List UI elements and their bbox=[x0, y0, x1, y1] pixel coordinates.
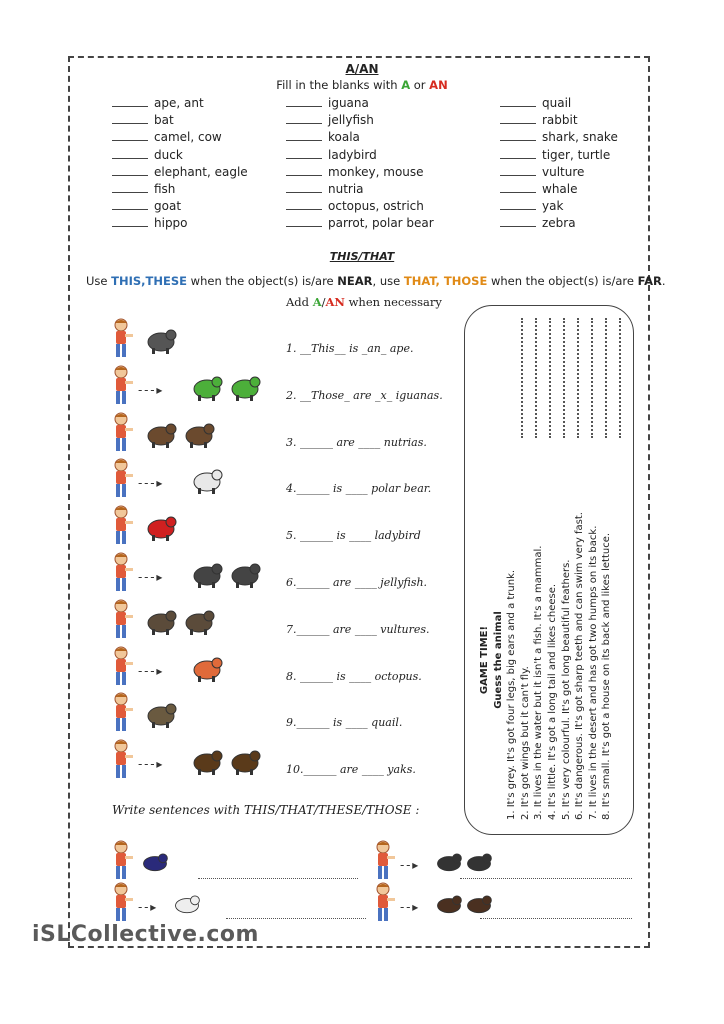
jellyfish-icon bbox=[190, 556, 224, 590]
aan-word-item bbox=[286, 130, 360, 144]
aan-instruction-an: AN bbox=[429, 78, 448, 92]
answer-line bbox=[619, 318, 621, 438]
boy-pointing-icon bbox=[112, 646, 134, 688]
boy-pointing-icon bbox=[112, 365, 134, 407]
exercise-sentence[interactable]: 1. __This__ is _an_ ape. bbox=[286, 342, 414, 355]
answer-line[interactable] bbox=[460, 878, 632, 879]
game-clues bbox=[478, 300, 614, 820]
aan-word-item bbox=[500, 148, 610, 162]
aan-word-item bbox=[112, 199, 181, 213]
answer-blank[interactable] bbox=[500, 113, 536, 124]
dashed-arrow-icon: - - - ▸ bbox=[138, 663, 162, 678]
aan-word-item bbox=[112, 216, 188, 230]
boy-pointing-icon bbox=[112, 412, 134, 454]
boy-pointing-icon bbox=[112, 692, 134, 734]
exercise-sentence[interactable]: 10.______ are ____ yaks. bbox=[286, 763, 416, 777]
rule-text: Use bbox=[86, 274, 112, 288]
answer-blank[interactable] bbox=[286, 165, 322, 176]
aan-word-label: duck bbox=[154, 147, 183, 162]
jellyfish-icon bbox=[228, 556, 262, 590]
aan-word-item bbox=[286, 148, 377, 162]
vulture-icon bbox=[182, 603, 216, 637]
aan-word-item bbox=[500, 216, 576, 230]
rat-icon bbox=[182, 416, 216, 450]
boy-pointing-icon bbox=[112, 599, 134, 641]
aan-word-label: shark, snake bbox=[542, 130, 618, 145]
answer-blank[interactable] bbox=[112, 165, 148, 176]
dashed-arrow-icon: - - - ▸ bbox=[138, 757, 162, 772]
ant-icon bbox=[434, 846, 464, 876]
exercise-illustration bbox=[110, 739, 280, 783]
this-that-rule bbox=[86, 274, 666, 288]
rule-this: THIS,THESE bbox=[111, 274, 188, 288]
bear-icon bbox=[190, 462, 224, 496]
aan-instruction-or: or bbox=[410, 78, 430, 92]
exercise-illustration bbox=[110, 412, 280, 456]
dashed-arrow-icon: - - - ▸ bbox=[138, 570, 162, 584]
exercise-sentence[interactable]: 7.______ are ____ vultures. bbox=[286, 622, 430, 636]
aan-word-item bbox=[500, 165, 584, 179]
aan-word-item bbox=[112, 96, 204, 110]
answer-blank[interactable] bbox=[500, 96, 536, 107]
vulture-icon bbox=[144, 603, 178, 637]
rat-icon bbox=[144, 416, 178, 450]
aan-word-label: yak bbox=[542, 199, 564, 214]
answer-blank[interactable] bbox=[112, 130, 148, 141]
yak-icon bbox=[190, 743, 224, 777]
answer-line[interactable] bbox=[226, 918, 366, 919]
aan-word-label: nutria bbox=[328, 182, 364, 196]
aan-word-label: tiger, turtle bbox=[542, 147, 611, 162]
aan-word-item bbox=[500, 96, 571, 110]
game-subtitle: Guess the animal bbox=[492, 611, 504, 709]
yak-icon bbox=[228, 743, 262, 777]
aan-word-item bbox=[286, 199, 424, 213]
eagle-icon bbox=[434, 888, 464, 918]
aan-word-label: bat bbox=[154, 113, 174, 128]
answer-blank[interactable] bbox=[286, 216, 322, 227]
answer-blank[interactable] bbox=[112, 199, 148, 210]
exercise-illustration bbox=[110, 599, 280, 643]
answer-blank[interactable] bbox=[286, 199, 322, 210]
exercise-sentence[interactable]: 4.______ is ____ polar bear. bbox=[286, 482, 432, 496]
answer-blank[interactable] bbox=[286, 148, 322, 159]
boy-pointing-icon bbox=[112, 552, 134, 594]
aan-word-label: ape, ant bbox=[154, 96, 204, 110]
aan-word-label: hippo bbox=[154, 216, 188, 231]
aan-word-item bbox=[286, 113, 374, 127]
boy-pointing-icon bbox=[112, 840, 134, 882]
exercise-illustration bbox=[110, 505, 280, 549]
aan-word-item bbox=[500, 182, 578, 196]
answer-blank[interactable] bbox=[286, 96, 322, 107]
rule-far: FAR bbox=[637, 274, 662, 288]
exercise-illustration bbox=[110, 365, 280, 409]
aan-word-label: vulture bbox=[542, 164, 585, 179]
iguana-icon bbox=[190, 369, 224, 403]
answer-blank[interactable] bbox=[112, 96, 148, 107]
bat-icon bbox=[140, 846, 170, 876]
aan-word-item bbox=[112, 165, 248, 179]
add-a: A bbox=[312, 295, 322, 309]
boy-pointing-icon bbox=[374, 840, 396, 882]
aan-word-item bbox=[286, 165, 424, 179]
clue-item: 6. It's dangerous. It's got sharp teeth and can swim very fast. bbox=[574, 512, 586, 820]
aan-word-item bbox=[112, 130, 222, 144]
rule-text: when the object(s) is/are bbox=[487, 274, 638, 288]
answer-blank[interactable] bbox=[500, 130, 536, 141]
aan-word-label: ladybird bbox=[328, 147, 377, 162]
exercise-sentence[interactable]: 5. ______ is ____ ladybird bbox=[286, 529, 421, 543]
exercise-illustration bbox=[110, 646, 280, 690]
aan-word-label: quail bbox=[542, 96, 572, 110]
aan-word-item bbox=[112, 148, 183, 162]
quail-icon bbox=[144, 696, 178, 730]
aan-instruction-a: A bbox=[401, 78, 411, 92]
aan-word-item bbox=[112, 182, 175, 196]
game-title: GAME TIME! bbox=[479, 625, 490, 695]
rule-near: NEAR bbox=[337, 274, 373, 288]
write-illustration bbox=[110, 882, 280, 926]
exercise-illustration bbox=[110, 552, 280, 596]
aan-word-item bbox=[500, 113, 578, 127]
add-slash: / bbox=[321, 295, 326, 309]
answer-blank[interactable] bbox=[500, 216, 536, 227]
aan-word-label: rabbit bbox=[542, 113, 578, 128]
exercise-sentence[interactable]: 6.______ are ____ jellyfish. bbox=[286, 576, 428, 589]
add-an: AN bbox=[325, 295, 345, 309]
exercise-sentence[interactable]: 3. ______ are ____ nutrias. bbox=[286, 435, 427, 449]
dashed-arrow-icon: - - ▸ bbox=[138, 900, 156, 914]
boy-pointing-icon bbox=[112, 458, 134, 500]
aan-word-item bbox=[500, 199, 563, 213]
aan-word-label: whale bbox=[542, 182, 578, 196]
exercise-illustration bbox=[110, 692, 280, 736]
watermark: iSLCollective.com bbox=[32, 922, 259, 947]
aan-word-label: goat bbox=[154, 199, 182, 214]
iguana-icon bbox=[228, 369, 262, 403]
dashed-arrow-icon: - - ▸ bbox=[400, 900, 418, 914]
boy-pointing-icon bbox=[112, 505, 134, 547]
exercise-sentence[interactable]: 2. __Those_ are _x_ iguanas. bbox=[286, 388, 443, 402]
dashed-arrow-icon: - - - ▸ bbox=[138, 476, 162, 491]
ladybird-icon bbox=[144, 509, 178, 543]
aan-word-item bbox=[286, 216, 434, 230]
dashed-arrow-icon: - - ▸ bbox=[400, 858, 418, 872]
eagle-icon bbox=[464, 888, 494, 918]
aan-word-label: camel, cow bbox=[154, 130, 222, 145]
write-instruction: Write sentences with THIS/THAT/THESE/THOSE : bbox=[112, 803, 420, 817]
aan-instruction-text: Fill in the blanks with bbox=[276, 78, 402, 92]
aan-title: A/AN bbox=[345, 62, 379, 76]
aan-word-label: parrot, polar bear bbox=[328, 216, 434, 231]
aan-word-label: jellyfish bbox=[328, 113, 374, 128]
boy-pointing-icon bbox=[374, 882, 396, 924]
clue-item: 3. It lives in the water but it isn't a fish. It's a mammal. bbox=[533, 545, 545, 820]
aan-word-item bbox=[286, 96, 369, 110]
aan-word-label: fish bbox=[154, 182, 176, 196]
octopus-icon bbox=[190, 650, 224, 684]
answer-blank[interactable] bbox=[286, 130, 322, 141]
exercise-sentence[interactable]: 9.______ is ____ quail. bbox=[286, 716, 403, 730]
answer-blank[interactable] bbox=[112, 216, 148, 227]
aan-word-label: zebra bbox=[542, 216, 576, 231]
aan-word-item bbox=[500, 130, 618, 144]
clue-item: 2. It's got wings but it can't fly. bbox=[519, 666, 531, 820]
answer-blank[interactable] bbox=[112, 113, 148, 124]
rule-text: . bbox=[661, 274, 666, 288]
exercise-illustration bbox=[110, 458, 280, 502]
aan-word-item bbox=[286, 182, 364, 196]
aan-word-label: monkey, mouse bbox=[328, 164, 424, 179]
answer-line[interactable] bbox=[480, 918, 632, 919]
boy-pointing-icon bbox=[112, 882, 134, 924]
answer-blank[interactable] bbox=[500, 148, 536, 159]
exercise-sentence[interactable]: 8. ______ is ____ octopus. bbox=[286, 669, 422, 683]
answer-blank[interactable] bbox=[112, 182, 148, 193]
rule-text: when the object(s) is/are bbox=[187, 274, 338, 288]
clue-item: 1. It's grey. It's got four legs, big ears and a trunk. bbox=[506, 569, 518, 820]
answer-blank[interactable] bbox=[112, 148, 148, 159]
aan-word-label: elephant, eagle bbox=[154, 164, 248, 179]
exercise-illustration bbox=[110, 318, 280, 362]
boy-pointing-icon bbox=[112, 318, 134, 360]
answer-blank[interactable] bbox=[286, 113, 322, 124]
add-text: when necessary bbox=[344, 295, 442, 309]
write-illustration bbox=[372, 882, 542, 926]
rule-that: THAT, THOSE bbox=[403, 274, 488, 288]
clue-list bbox=[505, 300, 614, 820]
answer-blank[interactable] bbox=[500, 199, 536, 210]
add-instruction bbox=[286, 295, 442, 309]
aan-instruction bbox=[0, 78, 724, 92]
answer-blank[interactable] bbox=[500, 182, 536, 193]
rule-text: , use bbox=[372, 274, 404, 288]
aan-word-label: iguana bbox=[328, 96, 369, 110]
answer-line[interactable] bbox=[198, 878, 358, 879]
answer-blank[interactable] bbox=[500, 165, 536, 176]
aan-word-label: octopus, ostrich bbox=[328, 199, 424, 214]
answer-blank[interactable] bbox=[286, 182, 322, 193]
goat-icon bbox=[172, 888, 202, 918]
ant-icon bbox=[464, 846, 494, 876]
add-text: Add bbox=[286, 295, 313, 309]
clue-item: 7. It lives in the desert and has got two humps on its back. bbox=[587, 525, 599, 820]
gorilla-icon bbox=[144, 322, 178, 356]
aan-word-item bbox=[112, 113, 174, 127]
clue-item: 5. It's very colourful. It's got long beautiful feathers. bbox=[560, 559, 572, 820]
this-that-title: THIS/THAT bbox=[329, 250, 395, 263]
aan-word-label: koala bbox=[328, 130, 360, 145]
clue-item: 8. It's small. It's got a house on its back and likes lettuce. bbox=[601, 532, 613, 820]
dashed-arrow-icon: - - - ▸ bbox=[138, 382, 162, 397]
clue-item: 4. It's little. It's got a long tail and likes cheese. bbox=[546, 583, 558, 820]
boy-pointing-icon bbox=[112, 739, 134, 781]
